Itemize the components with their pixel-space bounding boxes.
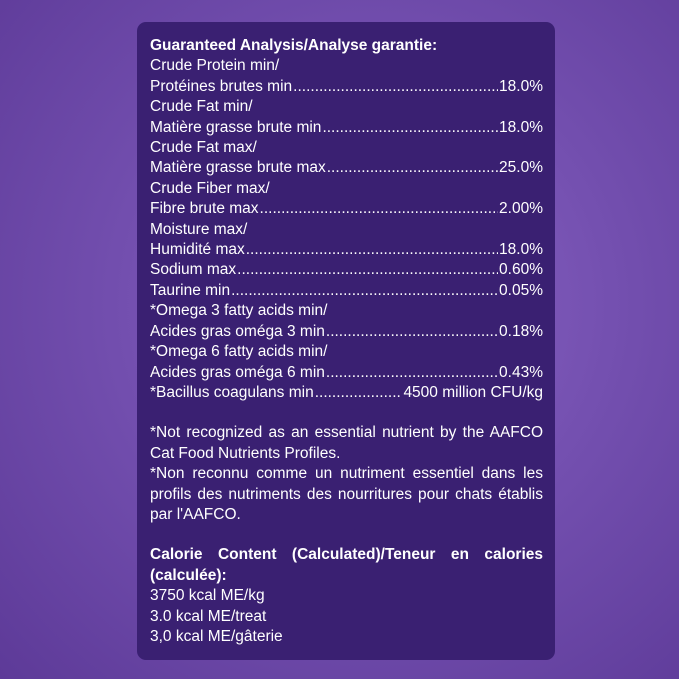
analysis-row-sodium [150,260,543,280]
row-label: Acides gras oméga 3 min [150,322,325,340]
footnote-english: *Not recognized as an essential nutrient by the AAFCO Cat Food Nutrients Profiles. [150,424,543,462]
row-value: 0.18% [499,322,543,340]
footnote-french: *Non reconnu comme un nutriment essentiel dans les profils des nutriments des nourritures pour chats établis par l'AAFCO. [150,465,543,523]
row-label: Protéines brutes min [150,77,293,95]
row-label: Sodium max [150,261,237,279]
row-dot-line [150,118,543,138]
calorie-line-per-gaterie: 3,0 kcal ME/gâterie [150,627,283,645]
analysis-row-moisture [150,220,543,261]
row-label: Taurine min [150,281,231,299]
row-value: 2.00% [499,200,543,218]
row-value: 25.0% [499,159,543,177]
calorie-line-per-treat: 3.0 kcal ME/treat [150,607,267,625]
analysis-row-bacillus [150,383,543,403]
row-dot-line [150,158,543,178]
row-value: 4500 million CFU/kg [403,383,543,401]
row-label: *Bacillus coagulans min [150,383,314,401]
row-dot-line [150,240,543,260]
row-label-en: Moisture max/ [150,220,248,238]
row-label: Matière grasse brute max [150,159,326,177]
row-label-en: Crude Fat min/ [150,98,253,116]
row-value: 0.43% [499,363,543,381]
calorie-content-heading: Calorie Content (Calculated)/Teneur en calories (calculée): [150,546,543,584]
dot-leader [246,240,498,260]
row-label: Fibre brute max [150,200,259,218]
guaranteed-analysis-panel [137,22,555,660]
calorie-line-per-kg: 3750 kcal ME/kg [150,587,265,605]
row-value: 18.0% [499,241,543,259]
row-label-en: *Omega 6 fatty acids min/ [150,343,328,361]
row-label-en: *Omega 3 fatty acids min/ [150,302,328,320]
analysis-row-protein [150,56,543,97]
dot-leader [231,281,498,301]
row-dot-line [150,363,543,383]
row-label-en: Crude Fat max/ [150,139,257,157]
analysis-heading: Guaranteed Analysis/Analyse garantie: [150,37,438,54]
spacer [150,525,543,545]
dot-leader [326,322,498,342]
analysis-row-omega3 [150,301,543,342]
dot-leader [293,77,498,97]
row-dot-line [150,260,543,280]
row-label-en: Crude Protein min/ [150,57,280,75]
row-label: Humidité max [150,241,245,259]
row-label: Matière grasse brute min [150,118,322,136]
row-value: 18.0% [499,118,543,136]
row-dot-line [150,77,543,97]
row-value: 0.05% [499,281,543,299]
row-label: Acides gras oméga 6 min [150,363,325,381]
analysis-row-fat-max [150,138,543,179]
analysis-row-omega6 [150,342,543,383]
row-value: 18.0% [499,77,543,95]
dot-leader [260,199,499,219]
analysis-row-fat-min [150,97,543,138]
analysis-row-taurine [150,281,543,301]
row-value: 0.60% [499,261,543,279]
dot-leader [327,158,498,178]
analysis-row-fiber [150,179,543,220]
row-label-en: Crude Fiber max/ [150,179,270,197]
row-dot-line [150,199,543,219]
spacer [150,403,543,423]
dot-leader [237,260,498,280]
row-dot-line [150,281,543,301]
dot-leader [322,118,498,138]
row-dot-line [150,383,543,403]
row-dot-line [150,322,543,342]
dot-leader [326,363,498,383]
dot-leader [315,383,403,403]
